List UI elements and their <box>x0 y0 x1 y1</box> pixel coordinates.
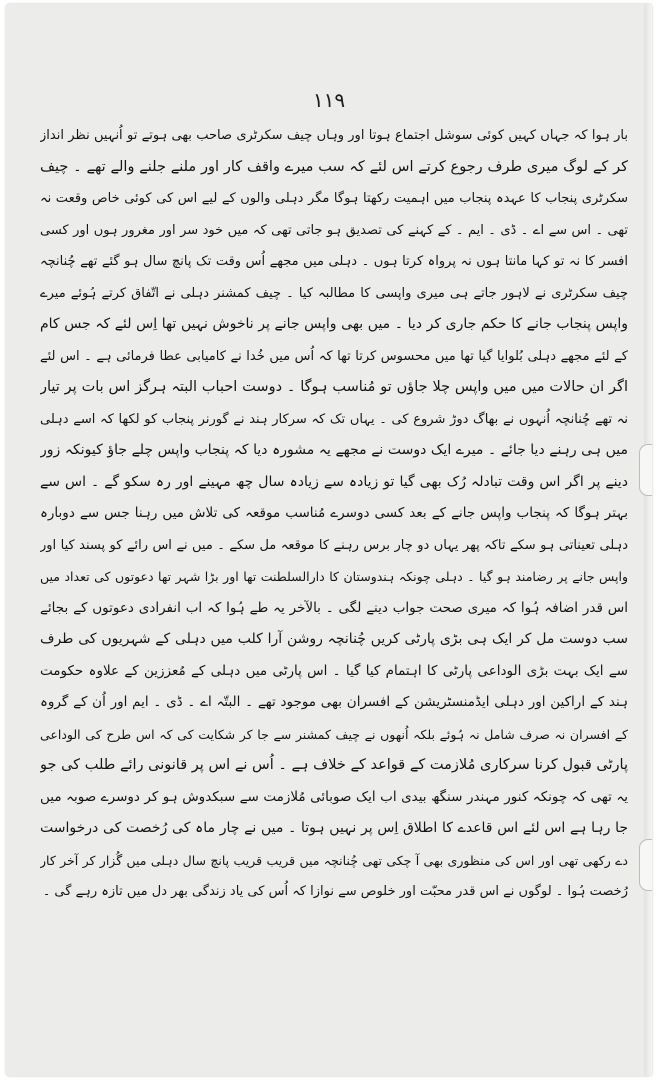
text-line: چیف سکرٹری نے لاہور جاتے ہی میری واپسی کا مطالبہ کیا ۔ چیف کمشنر دہلی نے اتّفاق کرتے ہُوئے میرے <box>40 285 628 301</box>
text-line: نہ تھے چُنانچہ اُنہوں نے بھاگ دوڑ شروع کی ۔ یہاں تک کہ سرکار ہند نے گورنر پنجاب کو لکھا کہ اسے دہلی <box>40 411 628 427</box>
text-line: سے ایک بہت بڑی الوداعی پارٹی کا اہتمام کیا گیا ۔ اس پارٹی میں دہلی کے مُعززین کے علاوہ حکومت <box>40 662 628 679</box>
text-line: واپس جانے پر رضامند ہو گیا ۔ دہلی چونکہ ہندوستان کا دارالسلطنت تھا اور بڑا شہر تھا دعوتوں کی تعداد میں <box>40 569 628 584</box>
text-line: دہلی تعیناتی ہو سکے تاکہ پھر یہاں دو چار برس رہنے کا موقعہ مل سکے ۔ میں نے اس رائے کو پسند کیا اور <box>40 537 628 553</box>
text-line: میں ہی رہنے دیا جائے ۔ میرے ایک دوست نے مجھے یہ مشورہ دیا کہ پنجاب واپس چلے جاؤ کیونکہ زور <box>40 442 628 458</box>
text-line: افسر کا نہ تو کہا مانتا ہوں نہ پرواہ کرتا ہوں ۔ دہلی میں مجھے اُس وقت تک پانچ سال ہو گئے تھے چُنانچہ <box>40 254 628 269</box>
text-line: تھی ۔ اس سے اے ۔ ڈی ۔ ایم ۔ کے کہنے کی تصدیق ہو جاتی تھی کہ میں خود سر اور مغرور ہوں اور کسی <box>40 222 628 238</box>
book-page <box>6 4 652 1076</box>
page-edge-notch <box>639 444 652 496</box>
text-line: دے رکھی تھی اور اس کی منظوری بھی آ چکی تھی چُنانچہ میں قریب قریب پانچ سال دہلی میں گُزار کر آخر کار <box>40 852 628 868</box>
text-line: اگر ان حالات میں میں واپس چلا جاؤں تو مُناسب ہوگا ۔ دوست احباب البتہ ہرگز اس بات پر تیار <box>40 379 628 395</box>
text-line: کر کے لوگ میری طرف رجوع کرتے اس لئے کہ سب میرے واقف کار اور ملنے جلنے والے تھے ۔ چیف <box>40 158 628 175</box>
text-line: جا رہا ہے اس لئے اس قاعدے کا اطلاق اِس پر نہیں ہوتا ۔ میں نے چار ماہ کی رُخصت کی درخواست <box>40 820 628 836</box>
page-edge-notch <box>639 839 652 891</box>
text-line: اس قدر اضافہ ہُوا کہ میری صحت جواب دینے لگی ۔ بالآخر یہ طے ہُوا کہ اب انفرادی دعوتوں کے بجائے <box>40 599 628 616</box>
text-line: واپس پنجاب جانے کا حکم جاری کر دیا ۔ میں بھی واپس جانے پر ناخوش نہیں تھا اِس لئے کہ جس کام <box>40 316 628 332</box>
text-line: سکرٹری پنجاب کا عہدہ پنجاب میں اہمیت رکھتا ہوگا مگر دہلی والوں کے لیے اس کی کوئی خاص وقعت نہ <box>40 191 628 206</box>
text-line: بار ہوا کہ جہاں کہیں کوئی سوشل اجتماع ہوتا اور وہاں چیف سکرٹری صاحب بھی ہوتے تو اُنہیں نظر انداز <box>40 128 628 143</box>
text-line: دینے پر اگر اس وقت تبادلہ رُک بھی گیا تو زیادہ سے زیادہ سال چھ مہینے اور رہ سکو گے ۔ اس سے <box>40 473 628 490</box>
text-line: ہند کے اراکین اور دہلی ایڈمنسٹریشن کے افسران بھی موجود تھے ۔ البتّہ اے ۔ ڈی ۔ ایم اور اُن کے گروہ <box>40 694 628 710</box>
text-line: رُخصت ہُوا ۔ لوگوں نے اس قدر محبّت اور خلوص سے نوازا کہ اُس کی یاد زندگی بھر دل میں تازہ رہے گی ۔ <box>42 884 628 899</box>
text-line: کے لئے مجھے دہلی بُلوایا گیا تھا میں محسوس کرتا تھا کہ اُس میں خُدا نے کامیابی عطا فرمائی ہے ۔ اس لئے <box>40 348 628 364</box>
page-gutter <box>644 4 652 1076</box>
text-line: بہتر ہوگا کہ پنجاب واپس جانے کے بعد کسی دوسرے مُناسب موقعہ کی تلاش میں رہنا جس سے دوبارہ <box>40 505 628 521</box>
body-text <box>40 120 628 908</box>
text-line: پارٹی قبول کرنا سرکاری مُلازمت کے قواعد کے خلاف ہے ۔ اُس نے اس پر قانونی رائے طلب کی جو <box>40 757 628 773</box>
text-line: سب دوست مل کر ایک ہی بڑی پارٹی کریں چُنانچہ روشن آرا کلب میں دہلی کے شہریوں کی طرف <box>40 631 628 647</box>
text-line: کے افسران نہ صرف شامل نہ ہُوئے بلکہ اُنھوں نے چیف کمشنر سے جا کر شکایت کی کہ اس طرح کی الوداعی <box>40 726 628 742</box>
text-line: یہ تھی کہ چونکہ کنور مہندر سنگھ بیدی اب ایک صوبائی مُلازمت سے سبکدوش ہو کر دوسرے صوبہ میں <box>40 788 628 805</box>
page-number: ١١٩ <box>312 88 346 112</box>
